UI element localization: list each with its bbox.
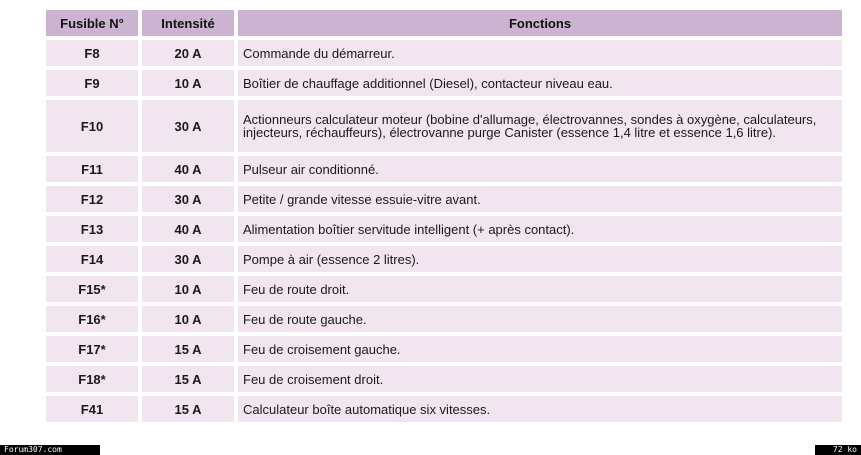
amperage-cell: 15 A: [142, 366, 234, 392]
function-cell: Feu de route droit.: [238, 276, 842, 302]
footer-site-label: Forum307.com: [0, 445, 100, 455]
function-cell: Pompe à air (essence 2 litres).: [238, 246, 842, 272]
table-body: [46, 40, 842, 422]
function-cell: Feu de route gauche.: [238, 306, 842, 332]
table-row: [46, 246, 842, 272]
fuse-number-cell: F9: [46, 70, 138, 96]
fuse-number-cell: F10: [46, 100, 138, 152]
amperage-cell: 10 A: [142, 276, 234, 302]
function-cell: Pulseur air conditionné.: [238, 156, 842, 182]
fuse-number-cell: F18*: [46, 366, 138, 392]
table-row: [46, 306, 842, 332]
fuse-number-cell: F13: [46, 216, 138, 242]
function-cell: Actionneurs calculateur moteur (bobine d'allumage, électrovannes, sondes à oxygène, calculateurs, injecteurs, réchauffeurs), électrovanne purge Canister (essence 1,4 litre et essence 1,6 litre).: [238, 100, 842, 152]
header-functions: Fonctions: [238, 10, 842, 36]
fuse-number-cell: F14: [46, 246, 138, 272]
function-cell: Feu de croisement droit.: [238, 366, 842, 392]
amperage-cell: 30 A: [142, 186, 234, 212]
amperage-cell: 30 A: [142, 246, 234, 272]
function-cell: Alimentation boîtier servitude intelligent (+ après contact).: [238, 216, 842, 242]
function-cell: Feu de croisement gauche.: [238, 336, 842, 362]
table-row: [46, 40, 842, 66]
header-fuse-number: Fusible N°: [46, 10, 138, 36]
amperage-cell: 40 A: [142, 156, 234, 182]
fuse-number-cell: F41: [46, 396, 138, 422]
amperage-cell: 10 A: [142, 306, 234, 332]
function-cell: Commande du démarreur.: [238, 40, 842, 66]
table-row: [46, 100, 842, 152]
fuse-table: [42, 6, 846, 426]
table-header-row: [46, 10, 842, 36]
table-row: [46, 336, 842, 362]
amperage-cell: 20 A: [142, 40, 234, 66]
amperage-cell: 15 A: [142, 336, 234, 362]
footer-file-size: 72 ko: [815, 445, 861, 455]
header-amperage: Intensité: [142, 10, 234, 36]
table-row: [46, 216, 842, 242]
table-row: [46, 186, 842, 212]
amperage-cell: 40 A: [142, 216, 234, 242]
fuse-number-cell: F17*: [46, 336, 138, 362]
function-cell: Petite / grande vitesse essuie-vitre avant.: [238, 186, 842, 212]
function-cell: Boîtier de chauffage additionnel (Diesel), contacteur niveau eau.: [238, 70, 842, 96]
table-row: [46, 156, 842, 182]
fuse-number-cell: F15*: [46, 276, 138, 302]
table-row: [46, 276, 842, 302]
fuse-number-cell: F16*: [46, 306, 138, 332]
amperage-cell: 15 A: [142, 396, 234, 422]
table-row: [46, 70, 842, 96]
fuse-number-cell: F12: [46, 186, 138, 212]
table-row: [46, 396, 842, 422]
fuse-number-cell: F11: [46, 156, 138, 182]
fuse-number-cell: F8: [46, 40, 138, 66]
function-cell: Calculateur boîte automatique six vitesses.: [238, 396, 842, 422]
amperage-cell: 30 A: [142, 100, 234, 152]
amperage-cell: 10 A: [142, 70, 234, 96]
table-row: [46, 366, 842, 392]
